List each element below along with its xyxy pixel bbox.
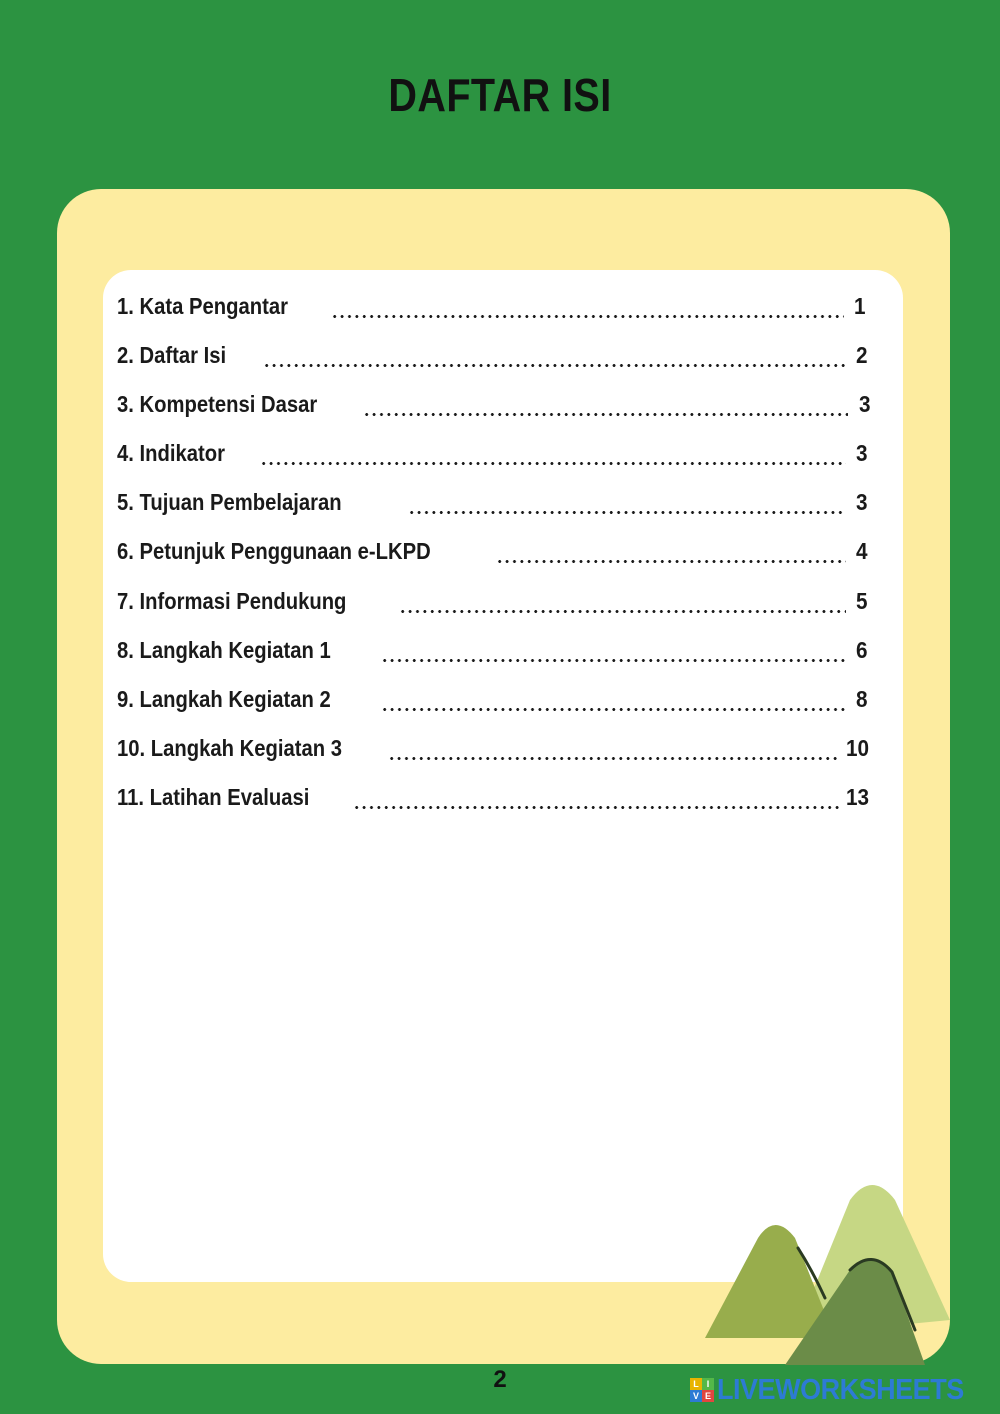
toc-item-label: 4. Indikator <box>117 440 225 467</box>
toc-item-page: 3 <box>859 391 871 418</box>
toc-item-kompetensi-dasar[interactable] <box>117 386 877 435</box>
dot-leader <box>331 315 844 318</box>
logo-letter: V <box>690 1390 702 1402</box>
page-title: DAFTAR ISI <box>388 69 612 121</box>
toc-item-label: 7. Informasi Pendukung <box>117 587 347 614</box>
toc-item-page: 2 <box>856 342 868 369</box>
toc-item-page: 10 <box>846 734 870 761</box>
dot-leader <box>399 610 846 613</box>
toc-item-page: 3 <box>856 489 868 516</box>
liveworksheets-brand[interactable] <box>690 1374 982 1406</box>
liveworksheets-logo-icon <box>690 1378 714 1402</box>
toc-item-label: 1. Kata Pengantar <box>117 293 288 319</box>
toc-item-latihan-evaluasi[interactable] <box>117 779 877 828</box>
toc-item-page: 8 <box>856 685 868 712</box>
logo-letter: L <box>690 1378 702 1390</box>
toc-item-tujuan-pembelajaran[interactable] <box>117 484 877 533</box>
toc-item-label: 9. Langkah Kegiatan 2 <box>117 685 331 712</box>
hills-illustration <box>700 1170 960 1370</box>
dot-leader <box>388 757 839 760</box>
table-of-contents <box>117 288 877 828</box>
logo-letter: I <box>702 1378 714 1390</box>
toc-item-label: 11. Latihan Evaluasi <box>117 783 310 810</box>
toc-item-label: 10. Langkah Kegiatan 3 <box>117 734 342 761</box>
dot-leader <box>263 364 846 367</box>
toc-item-langkah-kegiatan-3[interactable] <box>117 730 877 779</box>
toc-item-label: 8. Langkah Kegiatan 1 <box>117 636 331 663</box>
toc-item-informasi-pendukung[interactable] <box>117 583 877 632</box>
dot-leader <box>353 806 839 809</box>
toc-item-page: 13 <box>846 783 870 810</box>
toc-item-langkah-kegiatan-1[interactable] <box>117 632 877 681</box>
dot-leader <box>363 413 848 416</box>
toc-item-page: 5 <box>856 587 868 614</box>
toc-item-kata-pengantar[interactable] <box>117 288 877 337</box>
toc-item-langkah-kegiatan-2[interactable] <box>117 681 877 730</box>
dot-leader <box>496 560 846 563</box>
logo-letter: E <box>702 1390 714 1402</box>
toc-item-page: 1 <box>854 293 866 319</box>
toc-item-label: 5. Tujuan Pembelajaran <box>117 489 342 516</box>
toc-item-page: 4 <box>856 538 868 565</box>
toc-item-indikator[interactable] <box>117 435 877 484</box>
toc-item-label: 6. Petunjuk Penggunaan e-LKPD <box>117 538 431 565</box>
dot-leader <box>260 462 846 465</box>
toc-item-daftar-isi[interactable] <box>117 337 877 386</box>
toc-item-page: 3 <box>856 440 868 467</box>
brand-name: LIVEWORKSHEETS <box>717 1373 964 1406</box>
toc-item-page: 6 <box>856 636 868 663</box>
dot-leader <box>381 659 846 662</box>
dot-leader <box>381 708 846 711</box>
toc-item-petunjuk-penggunaan[interactable] <box>117 533 877 582</box>
page-number: 2 <box>493 1366 507 1393</box>
toc-item-label: 2. Daftar Isi <box>117 342 227 369</box>
toc-item-label: 3. Kompetensi Dasar <box>117 391 318 418</box>
dot-leader <box>408 511 846 514</box>
